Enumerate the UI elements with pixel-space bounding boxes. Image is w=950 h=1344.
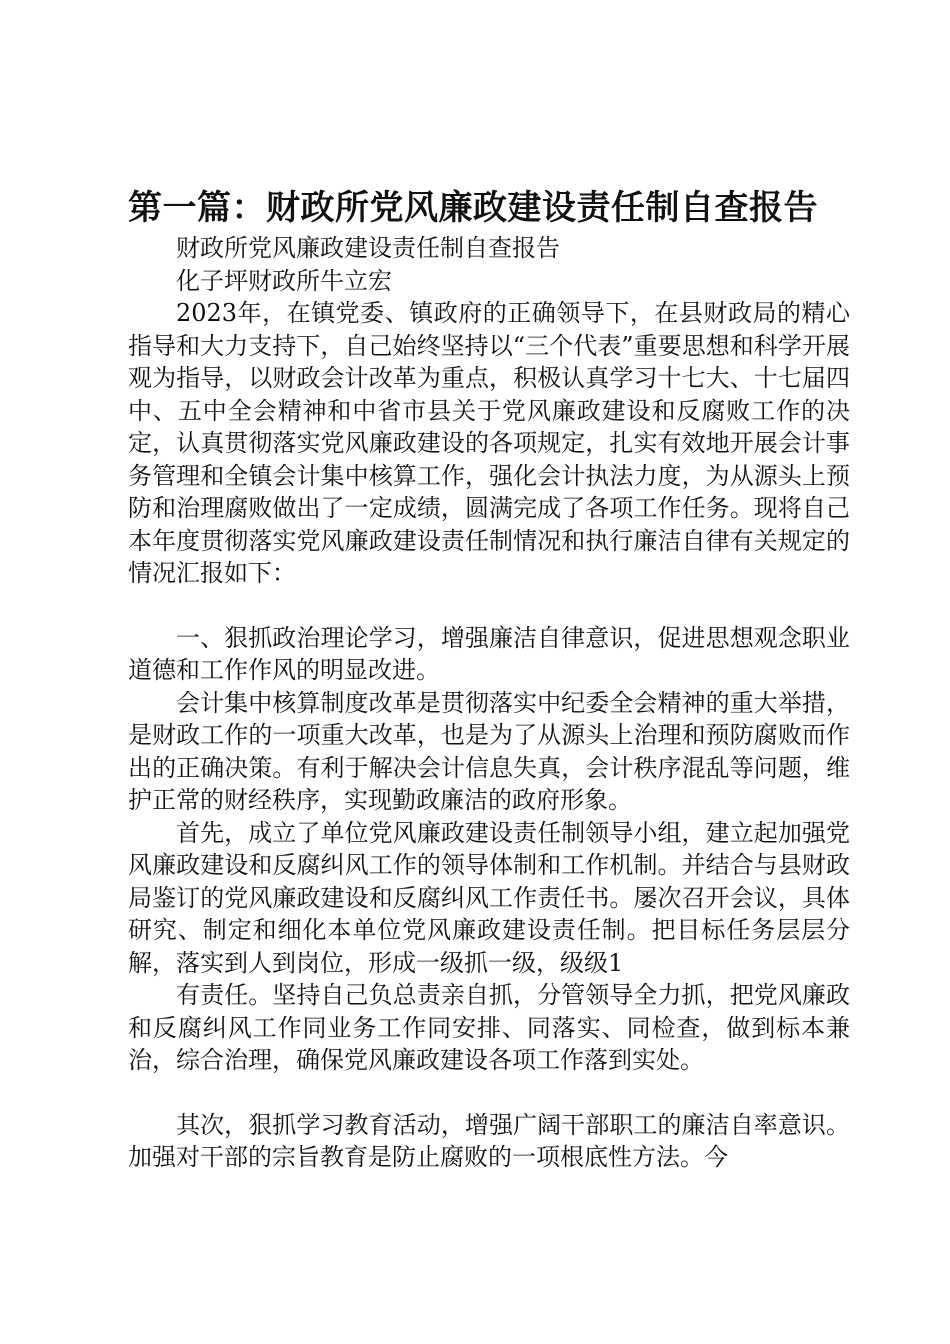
paragraph-section-one-heading: 一、狠抓政治理论学习，增强廉洁自律意识，促进思想观念职业道德和工作作风的明显改进。 <box>128 623 850 684</box>
paragraph-second-measure: 其次，狠抓学习教育活动，增强广阔干部职工的廉洁自率意识。加强对干部的宗旨教育是防止腐败的一项根底性方法。今 <box>128 1110 850 1171</box>
paragraph-responsibility: 有责任。坚持自己负总责亲自抓，分管领导全力抓，把党风廉政和反腐纠风工作同业务工作同安排、同落实、同检查，做到标本兼治，综合治理，确保党风廉政建设各项工作落到实处。 <box>128 981 850 1074</box>
paragraph-first-measure: 首先，成立了单位党风廉政建设责任制领导小组，建立起加强党风廉政建设和反腐纠风工作的领导体制和工作机制。并结合与县财政局鉴订的党风廉政建设和反腐纠风工作责任书。屡次召开会议，具体研究、制定和细化本单位党风廉政建设责任制。把目标任务层层分解，落实到人到岗位，形成一级抓一级，级级1 <box>128 818 850 977</box>
document-subtitle: 财政所党风廉政建设责任制自查报告 <box>176 234 560 262</box>
document-title: 第一篇：财政所党风廉政建设责任制自查报告 <box>128 188 818 228</box>
document-author: 化子坪财政所牛立宏 <box>176 266 392 295</box>
paragraph-accounting-reform: 会计集中核算制度改革是贯彻落实中纪委全会精神的重大举措，是财政工作的一项重大改革，也是为了从源头上治理和预防腐败而作出的正确决策。有利于解决会计信息失真，会计秩序混乱等问题，维护正常的财经秩序，实现勤政廉洁的政府形象。 <box>128 688 850 814</box>
paragraph-intro: 2023年，在镇党委、镇政府的正确领导下，在县财政局的精心指导和大力支持下，自己始终坚持以“三个代表”重要思想和科学开展观为指导，以财政会计改革为重点，积极认真学习十七大、十七届四中、五中全会精神和中省市县关于党风廉政建设和反腐败工作的决定，认真贯彻落实党风廉政建设的各项规定，扎实有效地开展会计事务管理和全镇会计集中核算工作，强化会计执法力度，为从源头上预防和治理腐败做出了一定成绩，圆满完成了各项工作任务。现将自己本年度贯彻落实党风廉政建设责任制情况和执行廉洁自律有关规定的情况汇报如下： <box>128 299 850 587</box>
document-body <box>128 232 850 1174</box>
